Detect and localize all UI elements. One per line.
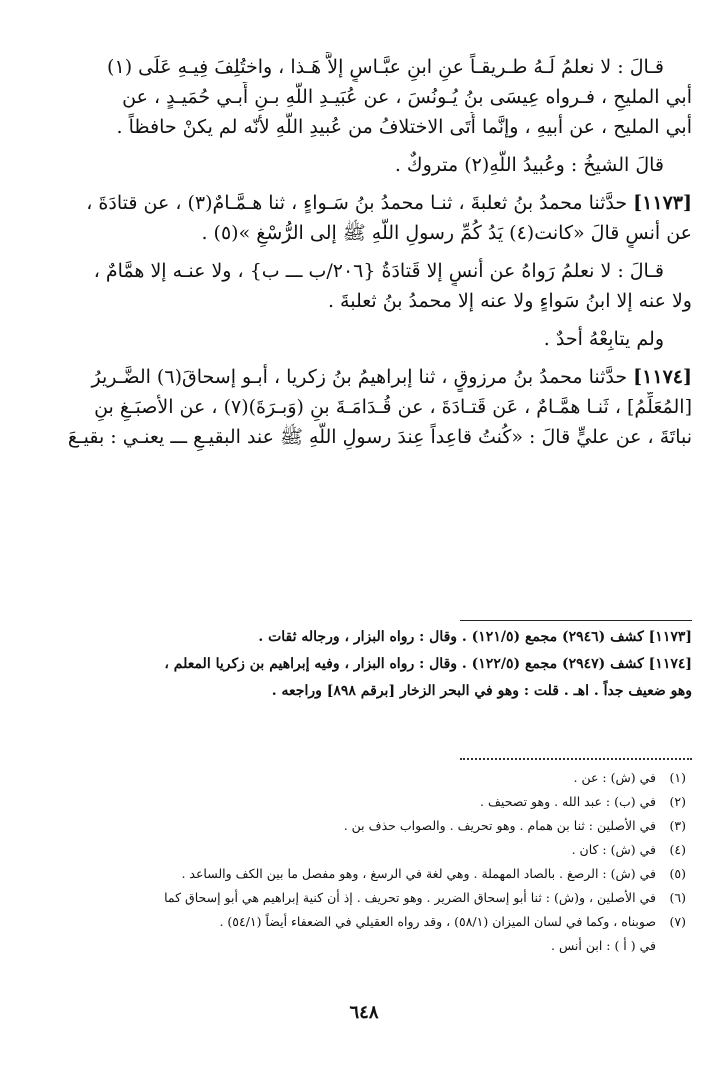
footnote-continuation: في ( أ ) : ابن أنس . (551, 938, 656, 953)
footnote-number: (٦) (669, 890, 686, 905)
footnote (36, 766, 686, 790)
text-line (36, 188, 692, 218)
paragraph-no-follow (36, 324, 692, 354)
main-text (36, 52, 692, 452)
takhrij-line: [١١٧٣] كشف (٢٩٤٦) مجمع (١٢١/٥) . وقال : رواه البزار ، ورجاله ثقات . (258, 629, 692, 645)
text-line: نباتَةَ ، عن عليٍّ قالَ : «كُنتُ قاعِداً عِندَ رسولِ اللَّهِ ﷺ عند البقيـعِ ـــ يعنـي : بقيـعَ (67, 426, 692, 448)
footnote (36, 886, 686, 910)
hadith-text: حدَّثنا محمدُ بنُ ثعلبةَ ، ثنـا محمدُ بنُ سَـواءٍ ، ثنا هـمَّـامٌ(٣) ، عن قتادَةَ ، (86, 192, 628, 214)
footnote-text: في (ش) : الرصغ . بالصاد المهملة . وهي لغة في الرسغ ، وهو مفصل ما بين الكف والساعد . (181, 866, 656, 881)
text-line: [المُعَلِّمُ] ، ثَنـا همَّـامٌ ، عَن قَتـادَةَ ، عن قُـدَامَـةَ بنِ (وَبـرَةَ)(٧) ، عن الأصبَـغِ بنِ (94, 396, 692, 418)
footnote-text: في (ش) : عن . (573, 770, 656, 785)
hadith-text: حدَّثنا محمدُ بنُ مرزوقٍ ، ثنا إبراهيمُ بنُ زكريا ، أبـو إسحاقَ(٦) الضَّـريرُ (91, 366, 628, 388)
text-line: عن أنسٍ قالَ «كانت(٤) يَدُ كُمِّ رسولِ اللَّهِ ﷺ إلى الرُّسْغِ »(٥) . (201, 222, 692, 244)
text-line (36, 362, 692, 392)
footnote-text: في الأصلين : ثنا بن همام . وهو تحريف . والصواب حذف بن . (343, 818, 656, 833)
hadith-1173 (36, 188, 692, 248)
paragraph-qala-2 (36, 256, 692, 316)
paragraph-shaykh (36, 150, 692, 180)
hadith-1174 (36, 362, 692, 452)
footnote-text: في (ش) : كان . (571, 842, 656, 857)
takhrij-section (36, 624, 692, 705)
takhrij-divider (460, 620, 692, 621)
takhrij-line: وهو ضعيف جداً . اهـ . قلت : وهو في البحر الزخار [برقم ٨٩٨] وراجعه . (271, 683, 692, 699)
footnote-number: (٥) (669, 866, 686, 881)
footnote-text: صوبناه ، وكما في لسان الميزان (٥٨/١) ، وقد رواه العقيلي في الضعفاء أيضاً (٥٤/١) . (219, 914, 656, 929)
footnote-number: (١) (669, 770, 686, 785)
text-line: ولم يتابِعْهُ أحدٌ . (543, 328, 664, 350)
hadith-number: [١١٧٤] (633, 366, 692, 388)
text-line: أبي المليح ، عن أبيهِ ، وإنَّما أُتَى الاختلافُ من عُبيدِ اللَّهِ لأنّه لم يكنْ حافظاً . (116, 116, 692, 138)
footnote-text: في (ب) : عبد الله . وهو تصحيف . (480, 794, 656, 809)
footnote (36, 910, 686, 934)
text-line: أبي المليحِ ، فـرواه عِيسَى بنُ يُـونُسَ ، عن عُبَيـدِ اللَّهِ بـنِ أَبـي حُمَيـدٍ ، عن (122, 86, 692, 108)
text-line: قالَ الشيخُ : وعُبيدُ اللَّهِ(٢) متروكٌ . (394, 154, 664, 176)
hadith-number: [١١٧٣] (633, 192, 692, 214)
footnote-number: (٣) (669, 818, 686, 833)
footnote (36, 838, 686, 862)
footnote (36, 862, 686, 886)
footnote-text: في الأصلين ، و(ش) : ثنا أبو إسحاق الضرير . وهو تحريف . إذ أن كنية إبراهيم هي أبو إسحاق كما (164, 890, 656, 905)
footnote-number: (٤) (669, 842, 686, 857)
page-number: ٦٤٨ (349, 1002, 379, 1023)
text-line: ولا عنه إلا ابنُ سَواءٍ ولا عنه إلا محمدُ بنُ ثعلبةَ . (327, 290, 692, 312)
footnote (36, 790, 686, 814)
footnotes (36, 766, 686, 958)
footnote (36, 814, 686, 838)
takhrij-line: [١١٧٤] كشف (٢٩٤٧) مجمع (١٢٢/٥) . وقال : رواه البزار ، وفيه إبراهيم بن زكريا المعلم ، (164, 656, 692, 672)
footnote-number: (٢) (669, 794, 686, 809)
paragraph-qala-1 (36, 52, 692, 142)
footnote-divider (460, 758, 692, 760)
text-line: قـالَ : لا نعلمُ لَـهُ طـريقـاً عنِ ابنِ عبَّـاسٍ إلاَّ هَـذا ، واختُلِفَ فِيـهِ عَلَى (١) (107, 56, 664, 78)
footnote-number: (٧) (669, 914, 686, 929)
text-line: قـالَ : لا نعلمُ رَواهُ عن أنسٍ إلا قَتادَةُ {٢٠٦/ب ـــ ب} ، ولا عنـه إلا همَّامٌ ، (93, 260, 664, 282)
